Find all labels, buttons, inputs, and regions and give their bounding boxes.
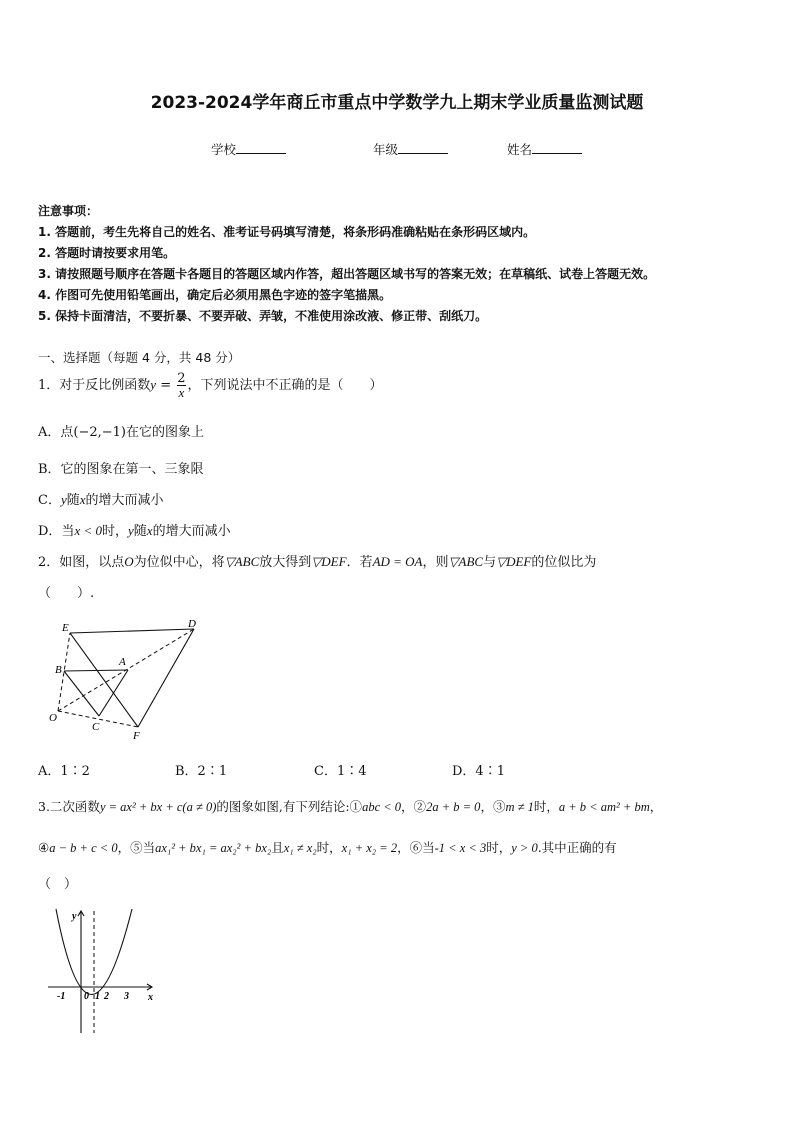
question-3-line-2 bbox=[38, 838, 617, 856]
q2-condition: AD = OA bbox=[372, 554, 423, 569]
option-c-prefix: C． bbox=[38, 493, 61, 508]
q3-text: 时， bbox=[533, 799, 559, 814]
question-1: 1．对于反比例函数y = $\frac{2}{x}$ ，下列说法中不正确的是（ ） bbox=[38, 371, 383, 400]
grade-blank[interactable] bbox=[398, 141, 448, 154]
q3-text: ，⑥当 bbox=[397, 840, 435, 855]
option-d-text: 的增大而减小 bbox=[152, 524, 231, 539]
q3-text: ，② bbox=[401, 799, 427, 814]
axis-label-x: x bbox=[148, 992, 153, 1003]
frac-numerator: 2 bbox=[177, 371, 186, 386]
q3-text: 的图象如图,有下列结论:① bbox=[216, 799, 363, 814]
q2-choice-a[interactable]: A．1∶2 bbox=[38, 764, 90, 779]
name-label: 姓名 bbox=[507, 142, 533, 157]
var-y: y bbox=[60, 492, 67, 507]
label-b: B bbox=[55, 664, 62, 676]
q3-conclusion-2: 2a + b = 0 bbox=[426, 800, 481, 814]
q3-parabola-graph bbox=[44, 905, 164, 1040]
label-a: A bbox=[119, 656, 126, 668]
q2-text: 为位似中心，将 bbox=[133, 555, 225, 570]
grade-field bbox=[373, 140, 448, 158]
notice-item: 1. 答题前，考生先将自己的姓名、准考证号码填写清楚，将条形码准确粘贴在条形码区域内。 bbox=[38, 225, 536, 239]
q3-conclusion-6: -1 < x < 3 bbox=[434, 841, 487, 855]
q1-option-b[interactable]: B．它的图象在第一、三象限 bbox=[38, 462, 204, 477]
page-title: 2023-2024学年商丘市重点中学数学九上期末学业质量监测试题 bbox=[150, 93, 644, 113]
var-x: x bbox=[146, 523, 153, 538]
notice-item: 4. 作图可先使用铅笔画出，确定后必须用黑色字迹的签字笔描黑。 bbox=[38, 288, 392, 302]
label-f: F bbox=[133, 730, 140, 742]
axis-label-y: y bbox=[72, 911, 77, 922]
q2-text: ，则 bbox=[422, 555, 449, 570]
q2-triangle-def: ▽DEF bbox=[496, 554, 532, 569]
q3-conclusion-5c: x₁ + x₂ = 2 bbox=[341, 841, 398, 855]
label-d: D bbox=[188, 618, 196, 630]
option-a-prefix: A．点 bbox=[38, 425, 74, 440]
q3-text: 且 bbox=[271, 840, 284, 855]
q2-text: 的位似比为 bbox=[531, 555, 597, 570]
q2-triangle-def: ▽DEF bbox=[311, 554, 347, 569]
school-blank[interactable] bbox=[236, 141, 286, 154]
q3-text: ，③ bbox=[480, 799, 506, 814]
label-c: C bbox=[92, 721, 100, 733]
edge-bc bbox=[64, 671, 99, 716]
q2-text: ．若 bbox=[346, 555, 373, 570]
edge-ed bbox=[70, 629, 194, 633]
option-a-text: 在它的图象上 bbox=[126, 425, 205, 440]
tick-1: 1 bbox=[95, 991, 100, 1002]
q1-suffix: ，下列说法中不正确的是（ ） bbox=[187, 378, 383, 393]
option-c-text: 的增大而减小 bbox=[85, 493, 164, 508]
notice-item: 2. 答题时请按要求用笔。 bbox=[38, 246, 176, 260]
option-d-prefix: D．当 bbox=[38, 524, 75, 539]
q2-choice-b[interactable]: B．2∶1 bbox=[175, 764, 228, 779]
tick-2: 2 bbox=[104, 991, 109, 1002]
section-title: 一、选择题（每题 4 分，共 48 分） bbox=[38, 350, 241, 365]
frac-denominator: x bbox=[178, 385, 185, 400]
edge-ac bbox=[99, 670, 128, 716]
option-a-point: (−2,−1) bbox=[73, 425, 126, 440]
ray-od bbox=[58, 629, 194, 711]
tick-3: 3 bbox=[124, 991, 129, 1002]
q2-text: 与 bbox=[483, 555, 497, 570]
option-c-mid: 随 bbox=[66, 493, 80, 508]
q3-text: ， bbox=[649, 799, 663, 814]
question-2 bbox=[38, 551, 596, 570]
q1-fraction bbox=[177, 372, 185, 399]
q3-conclusion-5b: x₁ ≠ x₂ bbox=[283, 841, 317, 855]
q3-text: 时， bbox=[316, 840, 342, 855]
label-e: E bbox=[62, 622, 69, 634]
school-label: 学校 bbox=[211, 142, 237, 157]
var-y: y bbox=[128, 523, 134, 538]
q2-text: 2．如图，以点 bbox=[38, 555, 125, 570]
q3-text: ④ bbox=[38, 840, 50, 855]
question-3-line-1 bbox=[38, 797, 662, 815]
q1-prefix: 1．对于反比例函数 bbox=[38, 378, 151, 393]
option-d-mid: 时， bbox=[101, 524, 128, 539]
q1-option-c[interactable] bbox=[38, 489, 164, 508]
name-field bbox=[507, 140, 582, 158]
q2-figure bbox=[44, 615, 214, 745]
q2-choice-d[interactable]: D．4∶1 bbox=[452, 764, 505, 779]
q3-conclusion-4: a − b + c < 0 bbox=[49, 841, 118, 855]
tick-neg1: -1 bbox=[57, 991, 66, 1002]
q2-triangle-abc: ▽ABC bbox=[224, 554, 260, 569]
q3-text: ，⑤当 bbox=[117, 840, 156, 855]
q3-answer-blank: （ ） bbox=[38, 877, 78, 892]
notice-heading: 注意事项： bbox=[38, 204, 99, 218]
notice-item: 3. 请按照题号顺序在答题卡各题目的答题区域内作答，超出答题区域书写的答案无效；在草稿纸、试卷上答题无效。 bbox=[38, 267, 656, 281]
q2-triangle-abc: ▽ABC bbox=[448, 554, 484, 569]
q3-conclusion-1: abc < 0 bbox=[362, 800, 402, 814]
q2-answer-blank: （ ）. bbox=[38, 586, 95, 601]
q3-conclusion-6b: y > 0 bbox=[511, 841, 538, 855]
q1-var-y: y bbox=[150, 377, 157, 392]
q2-text: 放大得到 bbox=[259, 555, 312, 570]
q3-conclusion-3b: a + b < am² + bm bbox=[558, 800, 650, 814]
edge-df bbox=[138, 629, 194, 727]
school-field bbox=[211, 140, 286, 158]
q3-text: 3.二次函数 bbox=[38, 799, 100, 814]
notice-block bbox=[38, 201, 655, 327]
q3-conclusion-3: m ≠ 1 bbox=[505, 800, 534, 814]
edge-ef bbox=[70, 633, 138, 727]
tick-0: 0 bbox=[84, 991, 89, 1002]
edge-ba bbox=[64, 670, 128, 671]
name-blank[interactable] bbox=[532, 141, 582, 154]
grade-label: 年级 bbox=[373, 142, 399, 157]
q3-conclusion-5: ax₁² + bx₁ = ax₂² + bx₂ bbox=[155, 841, 272, 855]
q3-text: 时， bbox=[486, 840, 512, 855]
q1-option-a[interactable] bbox=[38, 421, 204, 440]
option-d-condition: x < 0 bbox=[74, 523, 102, 538]
q1-option-d[interactable] bbox=[38, 520, 231, 539]
label-o: O bbox=[49, 712, 57, 724]
q3-text: .其中正确的有 bbox=[537, 840, 617, 855]
option-d-mid2: 随 bbox=[133, 524, 147, 539]
q2-point-o: O bbox=[124, 554, 134, 569]
notice-item: 5. 保持卡面清洁，不要折暴、不要弄破、弄皱，不准使用涂改液、修正带、刮纸刀。 bbox=[38, 309, 488, 323]
q3-function: y = ax² + bx + c(a ≠ 0) bbox=[99, 800, 217, 814]
q2-choice-c[interactable]: C．1∶4 bbox=[314, 764, 367, 779]
var-x: x bbox=[79, 492, 86, 507]
